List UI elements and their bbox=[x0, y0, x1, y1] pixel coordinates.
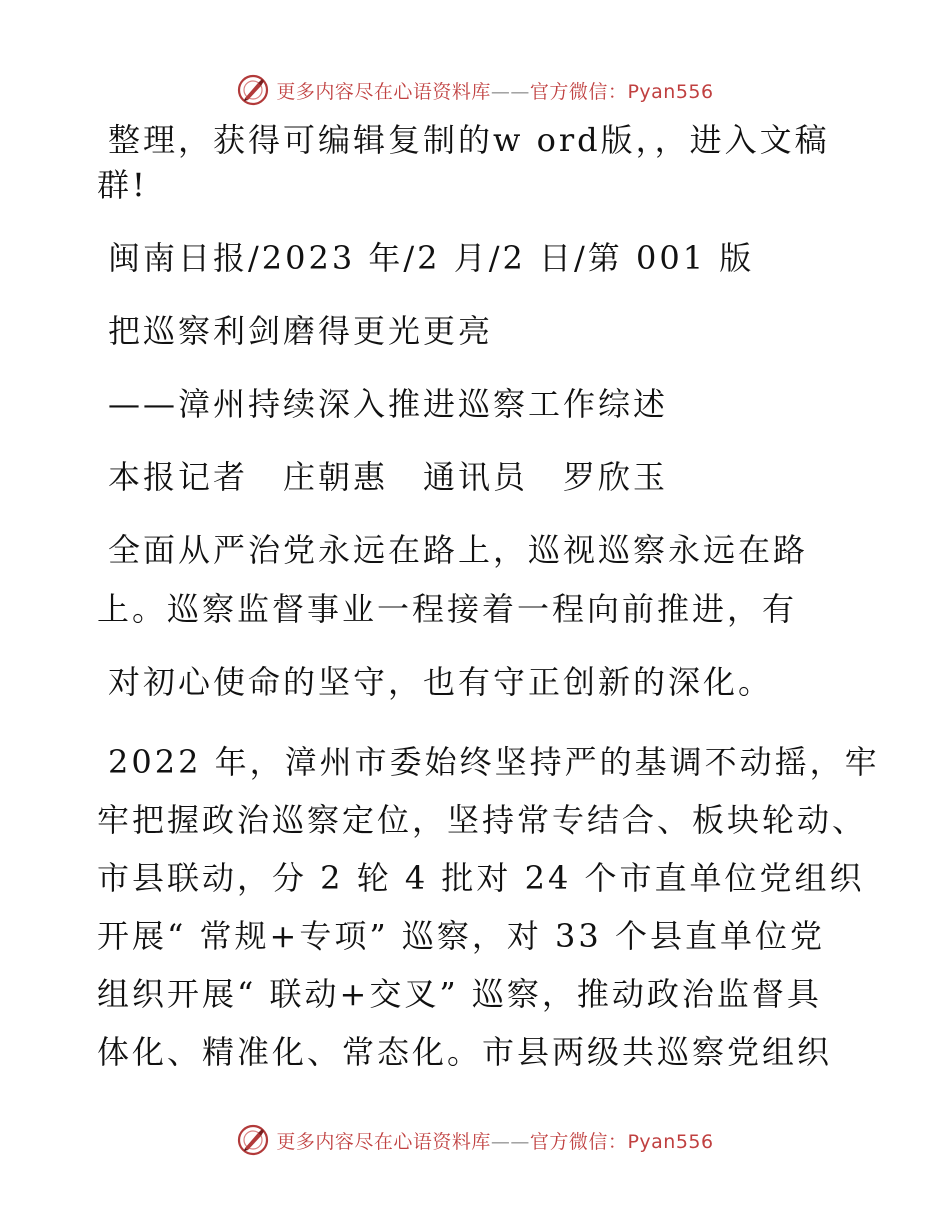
source-line: 闽南日报/2023 年/2 月/2 日/第 001 版 bbox=[108, 239, 755, 277]
pen-logo-icon bbox=[236, 73, 270, 107]
paragraph-2 bbox=[97, 660, 867, 705]
watermark-handle: Pyan556 bbox=[627, 80, 714, 103]
pen-logo-icon bbox=[236, 1123, 270, 1157]
article-subtitle: ——漳州持续深入推进巡察工作综述 bbox=[108, 385, 669, 423]
paragraph-line: 开展“ 常规+专项” 巡察，对 33 个县直单位党 bbox=[97, 917, 825, 955]
intro-line-1: 整理，获得可编辑复制的w ord版，，进入文稿 bbox=[108, 121, 830, 159]
paragraph-1 bbox=[97, 528, 867, 632]
paragraph-line: 对初心使命的坚守，也有守正创新的深化。 bbox=[108, 663, 774, 701]
paragraph-line: 体化、精准化、常态化。市县两级共巡察党组织 bbox=[97, 1033, 833, 1071]
watermark-separator: —— bbox=[490, 80, 530, 103]
footer-watermark bbox=[0, 1120, 950, 1160]
watermark-separator: —— bbox=[490, 1130, 530, 1153]
watermark-official: 官方微信： bbox=[529, 1130, 628, 1153]
paragraph-line: 市县联动，分 2 轮 4 批对 24 个市直单位党组织 bbox=[97, 859, 865, 897]
paragraph-line: 上。巡察监督事业一程接着一程向前推进，有 bbox=[97, 590, 798, 628]
paragraph-line: 全面从严治党永远在路上，巡视巡察永远在路 bbox=[108, 531, 809, 569]
watermark-text bbox=[276, 1127, 713, 1154]
paragraph-line: 组织开展“ 联动+交叉” 巡察，推动政治监督具 bbox=[97, 975, 822, 1013]
watermark-handle: Pyan556 bbox=[627, 1130, 714, 1153]
watermark-label: 更多内容尽在心语资料库 bbox=[276, 1130, 491, 1153]
paragraph-3 bbox=[97, 733, 880, 1081]
paragraph-line: 2022 年，漳州市委始终坚持严的基调不动摇，牢 bbox=[108, 743, 880, 781]
document-body bbox=[97, 118, 880, 1081]
article-title: 把巡察利剑磨得更光更亮 bbox=[108, 312, 494, 350]
article-byline: 本报记者 庄朝惠 通讯员 罗欣玉 bbox=[108, 458, 669, 496]
watermark-label: 更多内容尽在心语资料库 bbox=[276, 80, 491, 103]
intro-line-2: 群! bbox=[97, 166, 148, 204]
watermark-text bbox=[276, 77, 713, 104]
watermark-official: 官方微信： bbox=[529, 80, 628, 103]
header-watermark bbox=[0, 70, 950, 110]
paragraph-line: 牢把握政治巡察定位，坚持常专结合、板块轮动、 bbox=[97, 801, 868, 839]
